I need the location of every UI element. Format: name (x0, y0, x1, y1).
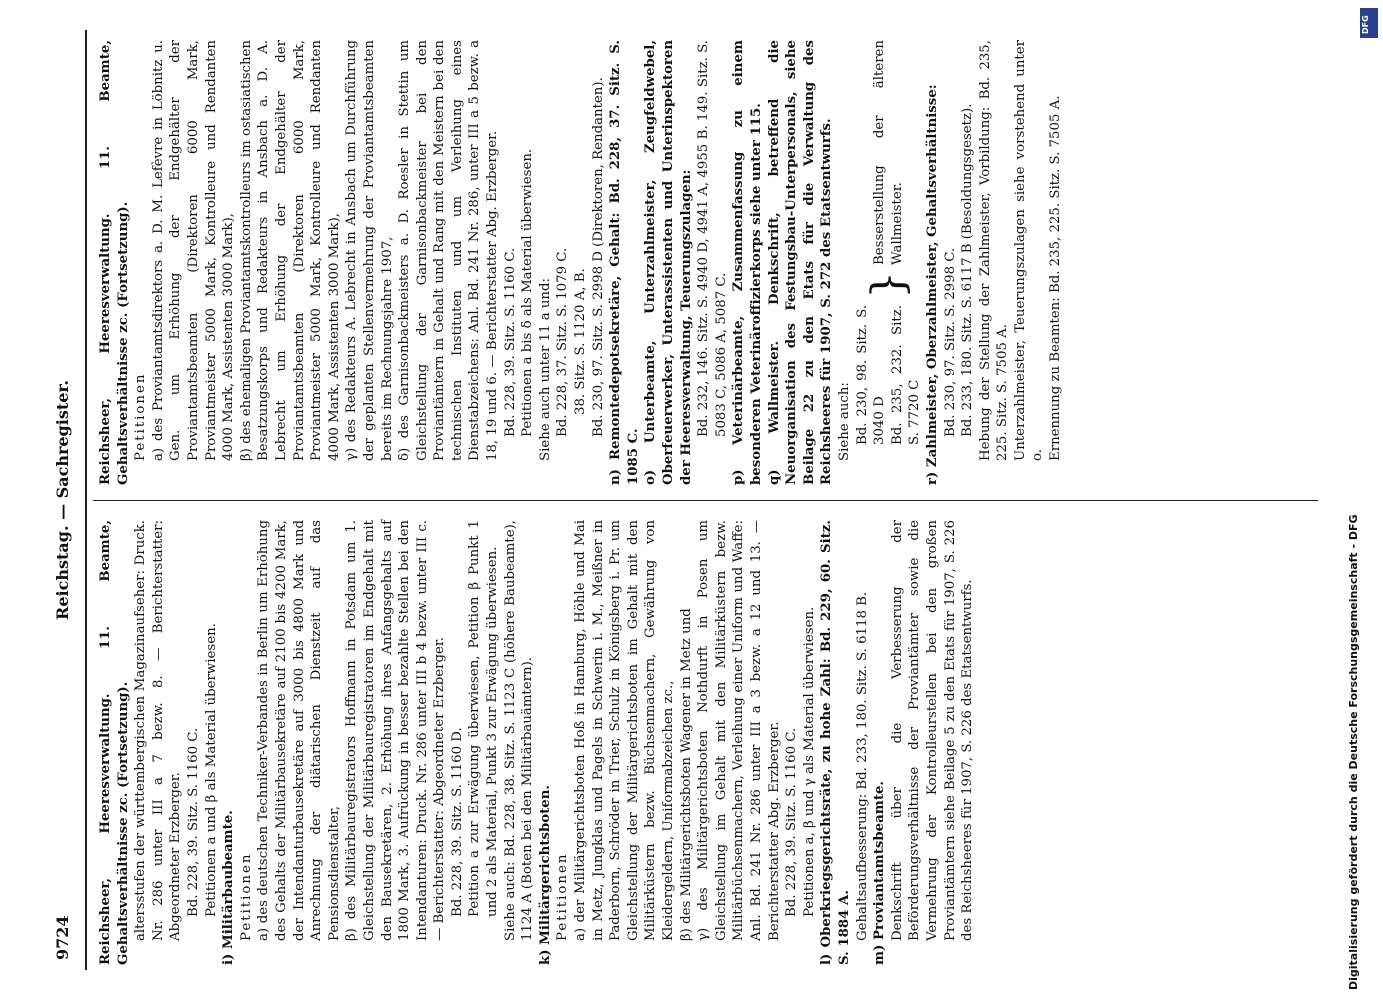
subheading: Petitionen (555, 852, 571, 941)
reference: 38. Sitz. S. 1120 A, B. (573, 268, 589, 415)
reference: Bd. 228, 39. Sitz. S. 1160 C. (784, 727, 800, 917)
reference: Bd. 233, 180. Sitz. S. 6117 B (Besoldungsgesetz). (960, 103, 976, 437)
brace-note: Besserstellung der älteren Wallmeister. (872, 40, 905, 265)
see-also: Siehe auch unter 11 a und: (537, 278, 553, 461)
brace-references (854, 305, 924, 445)
section-heading: r) Zahlmeister, Oberzahlmeister, Gehaltsverhältnisse: (924, 84, 940, 485)
reference: Bd. 228, 39. Sitz. S. 1160 C. (502, 247, 518, 437)
reference: Bd. 235, 232. Sitz. S. 7720 C (889, 305, 923, 445)
column-separator (93, 500, 1318, 501)
section-heading: k) Militärgerichtsboten. (537, 784, 553, 965)
petition-item: β) des Militärbauregistrators Hoffmann in Potsdam um 1. Gleichstellung der Militärbauregistratoren im Endgehalt mit den Bausekretären, 2. Erhöhung ihres Anfangsgehalts auf 1800 Mark, 3. Aufrückung in besser bezahlte Stellen bei den Intendanturen: Druck. Nr. 286 unter III b 4 bezw. unter III c. — Berichterstatter: Abgeordneter Erzberger. (344, 520, 448, 941)
curly-brace-icon: } (862, 271, 914, 299)
column-heading: Reichsheer, Heeresverwaltung. 11. Beamte, Gehaltsverhältnisse zc. (Fortsetzung). (98, 520, 131, 965)
rotated-page (45, 30, 1325, 970)
section-heading: i) Militärbaubeamte. (221, 810, 237, 965)
right-column (97, 40, 1065, 485)
resolution: Petitionen a, β und γ als Material überwiesen. (801, 606, 817, 917)
reference: Bd. 228, 39. Sitz. S. 1160 D. (449, 727, 465, 917)
dfg-logo-icon: DFG (1360, 8, 1378, 38)
paragraph: Hebung der Stellung der Zahlmeister, Vorbildung: Bd. 235, 225. Sitz. S. 7505 A. (977, 40, 1011, 461)
reference: Bd. 230, 97. Sitz. S. 2998 D (Direktoren, Rendanten). (590, 77, 606, 437)
section-heading: m) Proviantamtsbeamte. (872, 780, 888, 965)
left-column (97, 520, 977, 965)
reference: Bd. 228, 39. Sitz. S. 1160 C. (185, 727, 201, 917)
petition-item: γ) des Redakteurs A. Lebrecht in Ansbach um Durchführung der geplanten Stellenvermehrung der Proviantamtsbeamten bereits im Rechnungsjahre 1907, (344, 40, 395, 461)
petition-item: β) des ehemaligen Proviantamtskontrolleurs im ostasiatischen Besatzungskorps und Redakteurs in Ansbach a. D. A. Lebrecht um Erhöhung der Endgehälter der Proviantamtsbeamten (Direktoren 6000 Mark, Proviantmeister 5000 Mark, Kontrolleure und Rendanten 4000 Mark, Assistenten 3000 Mark), (238, 40, 342, 461)
reference: Bd. 232, 146. Sitz. S. 4940 D, 4941 A, 4955 B. 149. Sitz. S. 5083 C, 5086 A, 5087 C. (696, 40, 729, 437)
section-heading: l) Oberkriegsgerichtsräte, zu hohe Zahl: Bd. 229, 60. Sitz. S. 1884 A. (819, 520, 852, 965)
subheading: Petitionen (133, 372, 149, 461)
page-number: 9724 (53, 915, 72, 960)
paragraph: altersstufen der württembergischen Magazinaufseher: Druck. Nr. 286 unter III a 7 bezw. 8. — Berichterstatter: Abgeordneter Erzberger. (133, 520, 184, 941)
paragraph: Unterzahlmeister, Teuerungszulagen siehe vorstehend unter o. (1012, 40, 1046, 461)
petition-item: a) des deutschen Techniker-Verbandes in Berlin um Erhöhung des Gehalts der Militärbausekretäre auf 2100 bis 4200 Mark, der Intendanturbausekretäre auf 3000 bis 4800 Mark und Anrechnung der diätarischen Dienstzeit auf das Pensionsdienstalter, (256, 520, 342, 941)
resolution: Petition a zur Erwägung überwiesen, Petition β Punkt 1 und 2 als Material, Punkt 3 zur Erwägung überwiesen. (467, 520, 501, 917)
column-heading: Reichsheer, Heeresverwaltung. 11. Beamte, Gehaltsverhältnisse zc. (Fortsetzung). (98, 40, 131, 485)
petition-item: δ) des Garnisonbackmeisters a. D. Roesler in Stettin um Gleichstellung der Garnisonbackmeister bei den Proviantämtern in Gehalt und Rang mit den Meistern bei den technischen Instituten und um Verleihung eines Dienstabzeichens: Anl. Bd. 241 Nr. 286, unter III a 5 bezw. a 18, 19 und 6. — Berichterstatter Abg. Erzberger. (397, 40, 501, 461)
reference: Bd. 228, 37. Sitz. S. 1079 C. (555, 247, 571, 437)
section-heading: n) Remontedepotsekretäre, Gehalt: Bd. 228, 37. Sitz. S. 1085 C. (608, 40, 641, 485)
digitization-credit: Digitalisierung gefördert durch die Deutsche Forschungsgemeinschaft - DFG (1347, 514, 1360, 990)
resolution: Petitionen a und β als Material überwiesen. (203, 623, 219, 917)
header-rule (85, 30, 87, 970)
petition-item: a) der Militärgerichtsboten Hoß in Hamburg, Höhle und Mai in Metz, Jungklas und Pagels in Schwerin i. M., Meißner in Paderborn, Schröder in Trier, Schulz in Königsberg i. Pr. um Gleichstellung der Militärgerichtsboten im Gehalt mit den Militärküstern bezw. Büchsenmachern, Gewährung von Kleidergeldern, Uniformabzeichen zc., (573, 520, 676, 941)
subheading: Petitionen (238, 852, 254, 941)
resolution: Petitionen a bis δ als Material überwiesen. (520, 148, 536, 437)
reference: Bd. 230, 98. Sitz. S. 3040 D (854, 305, 888, 445)
see-also: Siehe auch: (836, 382, 852, 461)
page-header (53, 30, 83, 970)
page-title: Reichstag. — Sachregister. (53, 380, 72, 620)
paragraph: Gehaltsaufbesserung: Bd. 233, 180. Sitz. S. 6118 B. (854, 591, 870, 941)
paragraph: Ernennung zu Beamten: Bd. 235, 225. Sitz. S. 7505 A. (1048, 95, 1064, 461)
petition-item: a) des Proviantamtsdirektors a. D. M. Lefèvre in Löbnitz u. Gen. um Erhöhung der Endgehälter der Proviantamtsbeamten (Direktoren 6000 Mark, Proviantmeister 5000 Mark, Kontrolleure und Rendanten 4000 Mark, Assistenten 3000 Mark), (150, 40, 237, 461)
see-also: Siehe auch: Bd. 228, 38. Sitz. S. 1123 C (höhere Baubeamte), 1124 A (Boten bei den Militärbauämtern). (502, 520, 536, 941)
petition-item: β) des Militärgerichtsboten Wagener in Metz und (678, 608, 694, 941)
reference: Bd. 230, 97. Sitz. S. 2998 C. (942, 247, 958, 437)
section-heading: o) Unterbeamte, Unterzahlmeister, Zeugfeldwebel, Oberfeuerwerker, Unterassistenten und Unterinspektoren der Heeresverwaltung, Teuerungszulagen: (643, 40, 694, 485)
section-heading: q) Wallmeister. Denkschrift, betreffend die Neuorganisation des Festungsbau-Unterpersonals, siehe Beilage 22 zu den Etats für die Verwaltung des Reichsheeres für 1907, S. 272 des Etatsentwurfs. (766, 40, 835, 485)
brace-reference-group (854, 40, 924, 485)
petition-item: γ) des Militärgerichtsboten Nothdurft in Posen um Gleichstellung im Gehalt mit den Militärküstern bezw. Militärbüchsenmachern, Verleihung einer Uniform und Waffe: Anl. Bd. 241 Nr. 286 unter III a 3 bezw. a 12 und 13. — Berichterstatter Abg. Erzberger. (696, 520, 782, 941)
section-heading: p) Veterinärbeamte, Zusammenfassung zu einem besonderen Veterinäroffizierkorps siehe unter 115. (731, 40, 764, 485)
paragraph: Denkschrift über die Verbesserung der Beförderungsverhältnisse der Proviantämter sowie die Vermehrung der Kontrolleurstellen bei den großen Proviantämtern siehe Beilage 5 zu den Etats für 1907, S. 226 des Reichsheeres für 1907, S. 226 des Etatsentwurfs. (889, 520, 976, 941)
